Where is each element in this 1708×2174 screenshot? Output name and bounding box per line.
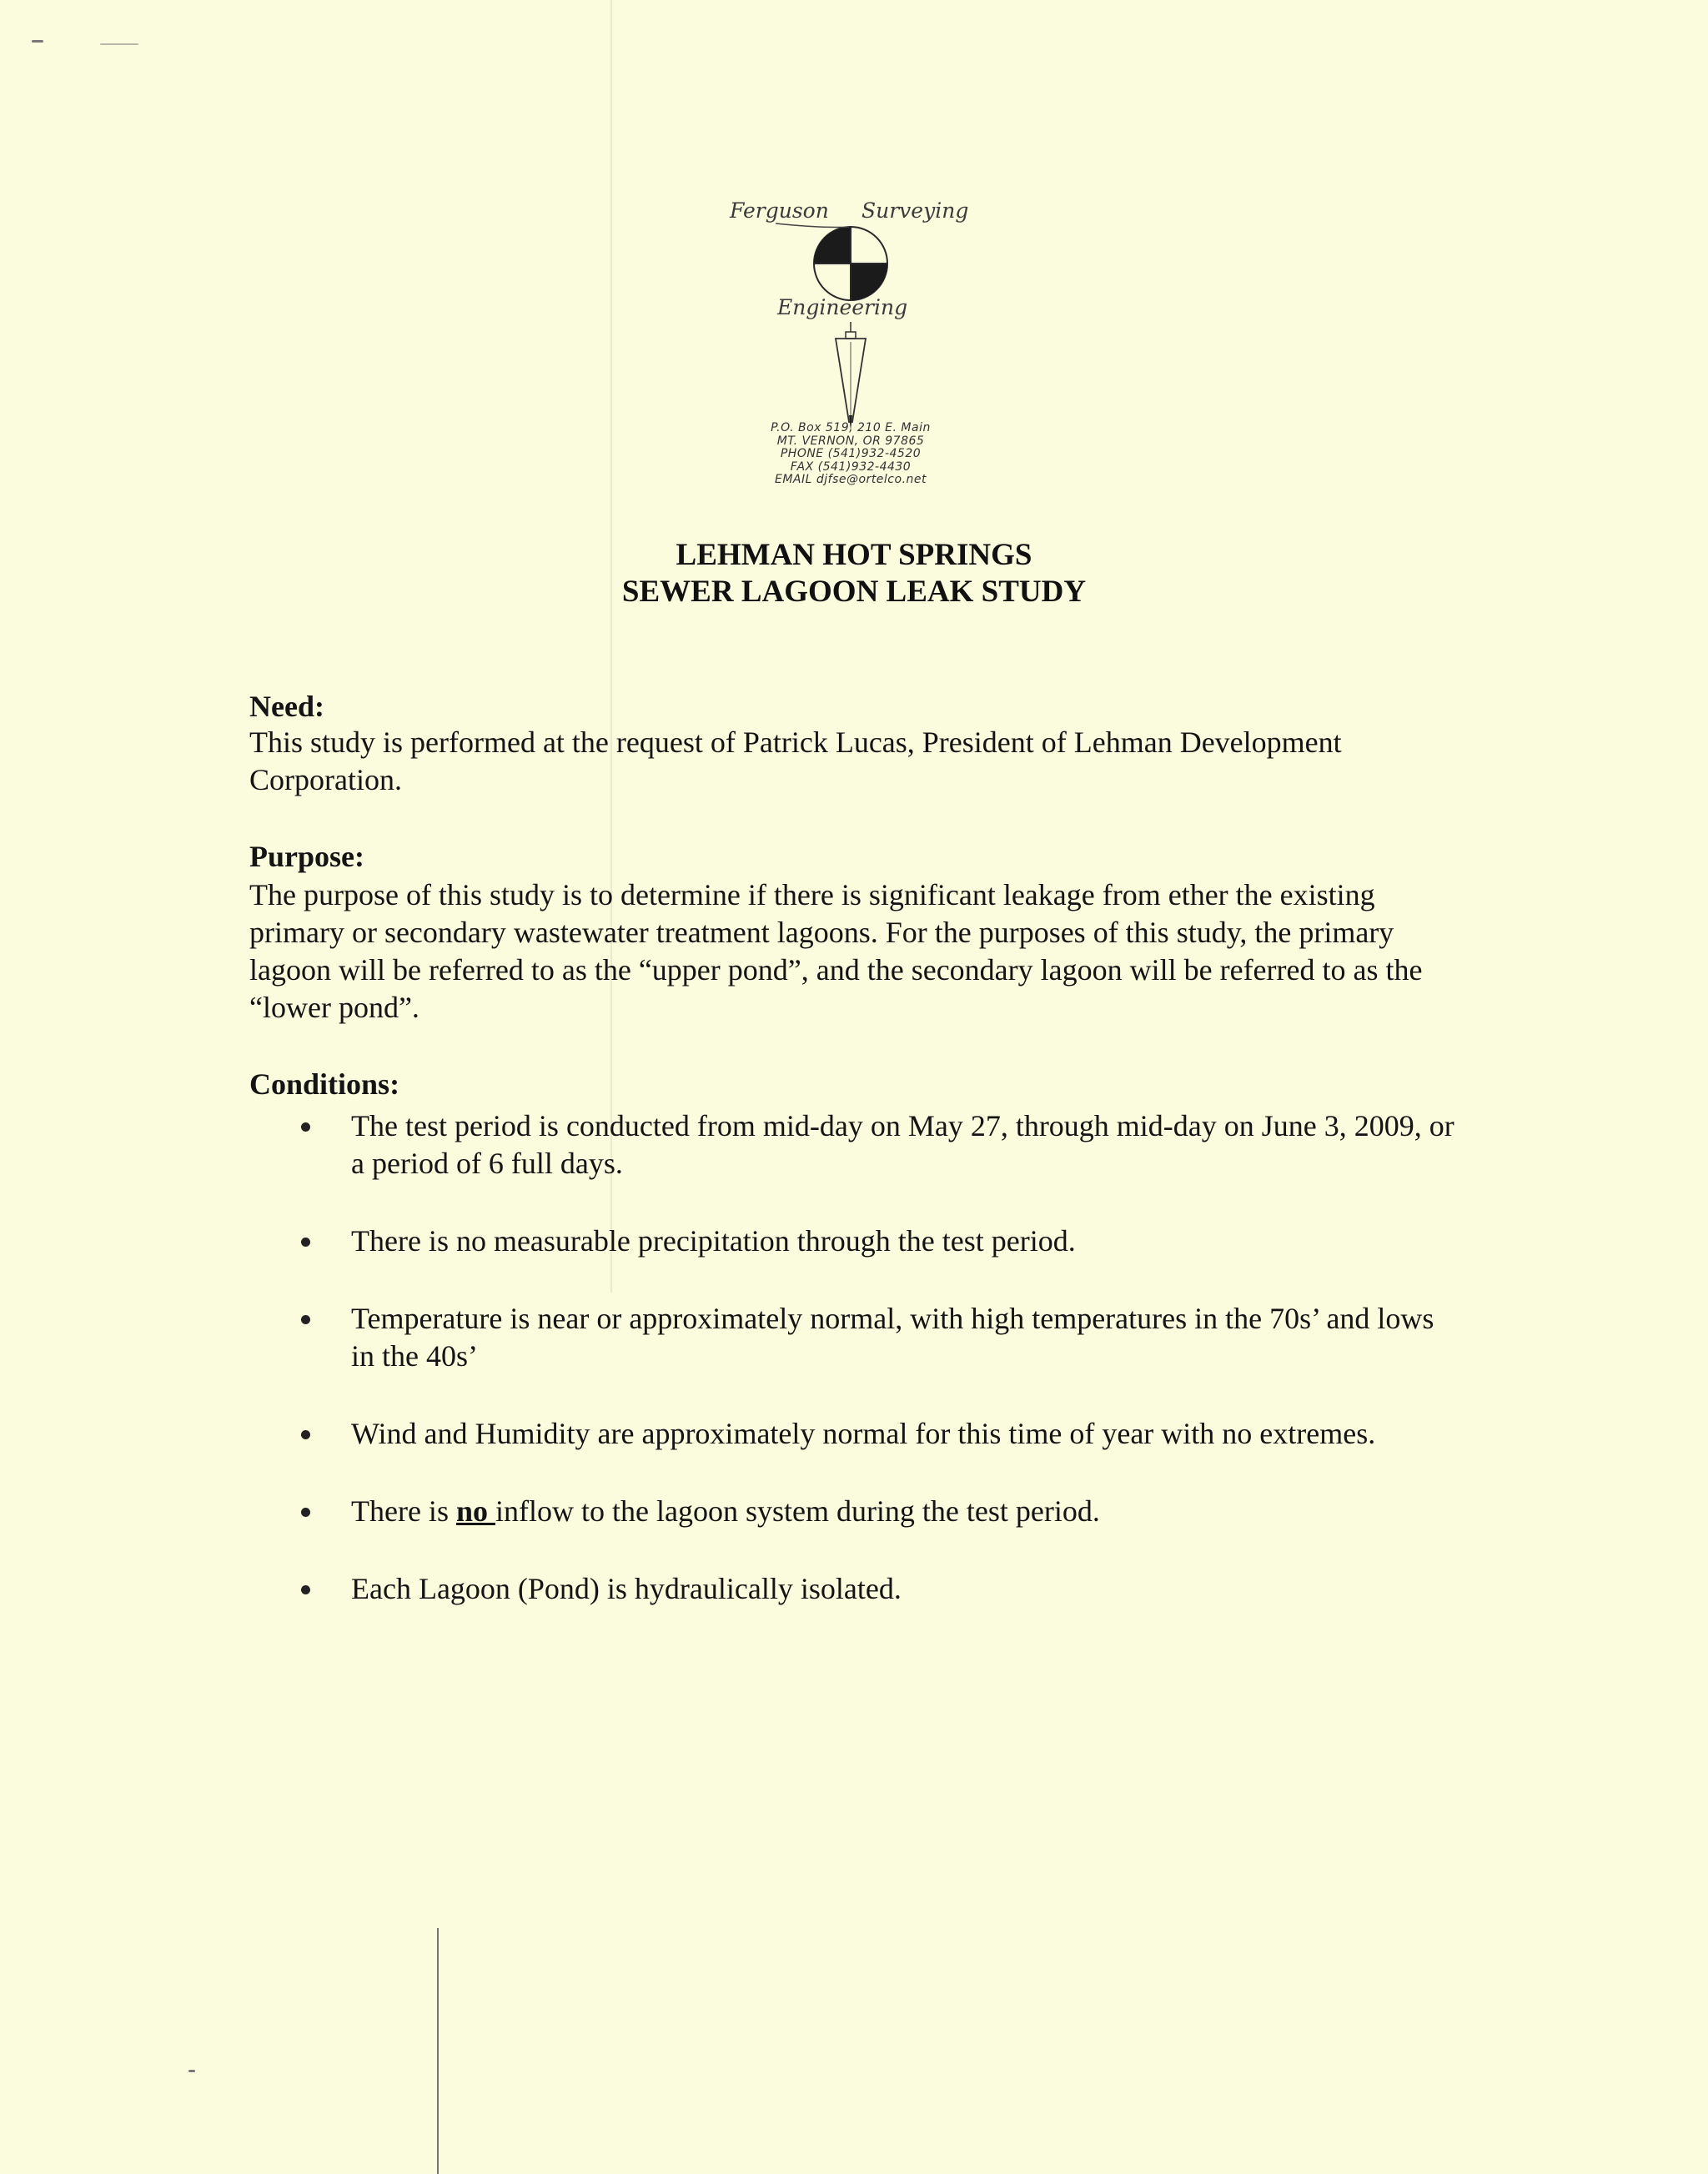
list-item-text: There is no measurable precipitation through the test period. — [351, 1224, 1076, 1258]
scan-speck — [188, 2070, 195, 2072]
list-item-text: The test period is conducted from mid-day on May 27, through mid-day on June 3, 2009, or a period of 6 full days. — [351, 1109, 1454, 1180]
bullet-icon — [301, 1122, 310, 1132]
list-item-text: Each Lagoon (Pond) is hydraulically isolated. — [351, 1572, 902, 1605]
document-title-line-2: SEWER LAGOON LEAK STUDY — [621, 575, 1087, 609]
list-item-text-before: There is — [351, 1494, 456, 1528]
address-line: MT. VERNON, OR 97865 — [776, 434, 925, 448]
need-heading: Need: — [249, 690, 324, 723]
scan-edge-line — [437, 1928, 439, 2174]
list-item-text-after: inflow to the lagoon system during the test period. — [495, 1494, 1100, 1528]
list-item-text: Wind and Humidity are approximately normal for this time of year with no extremes. — [351, 1417, 1376, 1450]
list-item — [249, 1570, 1459, 1608]
conditions-heading: Conditions: — [249, 1067, 400, 1101]
logo-text-engineering: Engineering — [777, 295, 908, 319]
list-item — [249, 1223, 1459, 1260]
list-item — [249, 1107, 1459, 1182]
letterhead-address — [742, 422, 959, 487]
scan-speck — [32, 40, 43, 43]
list-item — [249, 1415, 1459, 1453]
bullet-icon — [301, 1508, 310, 1517]
phone-line: PHONE (541)932-4520 — [780, 447, 922, 460]
logo-text-ferguson: Ferguson — [730, 198, 829, 223]
purpose-heading: Purpose: — [249, 840, 364, 873]
list-item — [249, 1493, 1459, 1530]
address-line: P.O. Box 519, 210 E. Main — [771, 421, 931, 434]
paper-fold-line — [610, 0, 612, 1293]
bullet-icon — [301, 1315, 310, 1324]
conditions-list — [249, 1107, 1459, 1648]
fax-line: FAX (541)932-4430 — [790, 459, 912, 474]
email-line: EMAIL djfse@ortelco.net — [775, 473, 927, 486]
emphasis-no: no — [455, 1494, 495, 1528]
bullet-icon — [301, 1430, 310, 1439]
logo-text-surveying: Surveying — [862, 198, 969, 223]
purpose-paragraph: The purpose of this study is to determine if there is significant leakage from ether the existing primary or secondary wastewater treatment lagoons. For the purposes of this study, the primary lagoon will be referred to as the “upper pond”, and the secondary lagoon will be referred to as the “lower pond”. — [249, 878, 1423, 1024]
scan-speck — [100, 43, 138, 45]
document-title-line-1: LEHMAN HOT SPRINGS — [676, 538, 1032, 572]
list-item — [249, 1300, 1459, 1375]
need-paragraph: This study is performed at the request of Patrick Lucas, President of Lehman Development Corporation. — [249, 726, 1342, 796]
bullet-icon — [301, 1238, 310, 1247]
list-item-text: Temperature is near or approximately normal, with high temperatures in the 70s’ and lows in the 40s’ — [351, 1302, 1434, 1373]
bullet-icon — [301, 1585, 310, 1594]
